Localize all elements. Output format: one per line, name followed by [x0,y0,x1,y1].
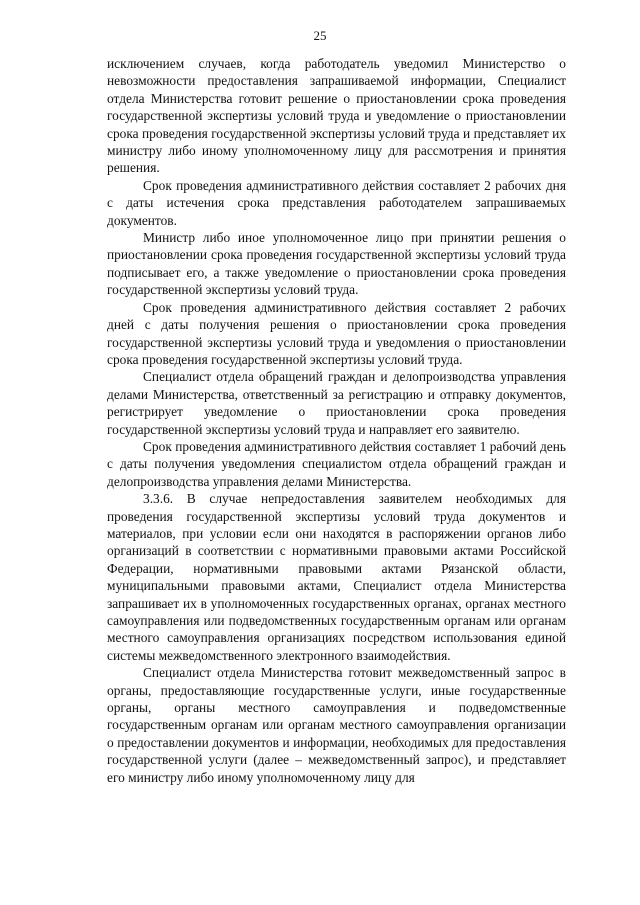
paragraph-section-3-3-6: 3.3.6. В случае непредоставления заявителем необходимых для проведения государственной экспертизы условий труда документов и материалов, при условии если они находятся в распоряжении органов либо организаций в соответствии с нормативными правовыми актами Российской Федерации, нормативными правовыми актами Рязанской области, муниципальными правовыми актами, Специалист отдела Министерства запрашивает их в уполномоченных государственных органах, органах местного самоуправления или подведомственных государственным органам или органам местного самоуправления организациях посредством использования единой системы межведомственного электронного взаимодействия. [107,491,566,663]
document-body [107,55,566,786]
paragraph: Срок проведения административного действия составляет 2 рабочих дней с даты получения решения о приостановлении срока проведения государственной экспертизы условий труда и уведомления о приостановлении срока проведения государственной экспертизы условий труда. [107,299,566,367]
page-number: 25 [313,28,327,43]
paragraph: Министр либо иное уполномоченное лицо при принятии решения о приостановлении срока проведения государственной экспертизы условий труда подписывает его, а также уведомление о приостановлении срока проведения государственной экспертизы условий труда. [107,230,566,298]
paragraph-continuation: исключением случаев, когда работодатель уведомил Министерство о невозможности предоставления запрашиваемой информации, Специалист отдела Министерства готовит решение о приостановлении срока проведения государственной экспертизы условий труда и уведомление о приостановлении срока проведения государственной экспертизы условий труда и представляет их министру либо иному уполномоченному лицу для рассмотрения и принятия решения. [107,56,566,176]
paragraph: Срок проведения административного действия составляет 1 рабочий день с даты получения уведомления специалистом отдела обращений граждан и делопроизводства управления делами Министерства. [107,438,566,489]
paragraph: Специалист отдела Министерства готовит межведомственный запрос в органы, предоставляющие государственные услуги, иные государственные органы, органы местного самоуправления и подведомственные государственным органам или органам местного самоуправления организации о предоставлении документов и информации, необходимых для предоставления государственной услуги (далее – межведомственный запрос), и представляет его министру либо иному уполномоченному лицу для [107,665,566,785]
paragraph: Специалист отдела обращений граждан и делопроизводства управления делами Министерства, ответственный за регистрацию и отправку документов, регистрирует уведомление о приостановлении срока проведения государственной экспертизы условий труда и направляет его заявителю. [107,369,566,437]
paragraph: Срок проведения административного действия составляет 2 рабочих дня с даты истечения срока представления работодателем запрашиваемых документов. [107,177,566,228]
